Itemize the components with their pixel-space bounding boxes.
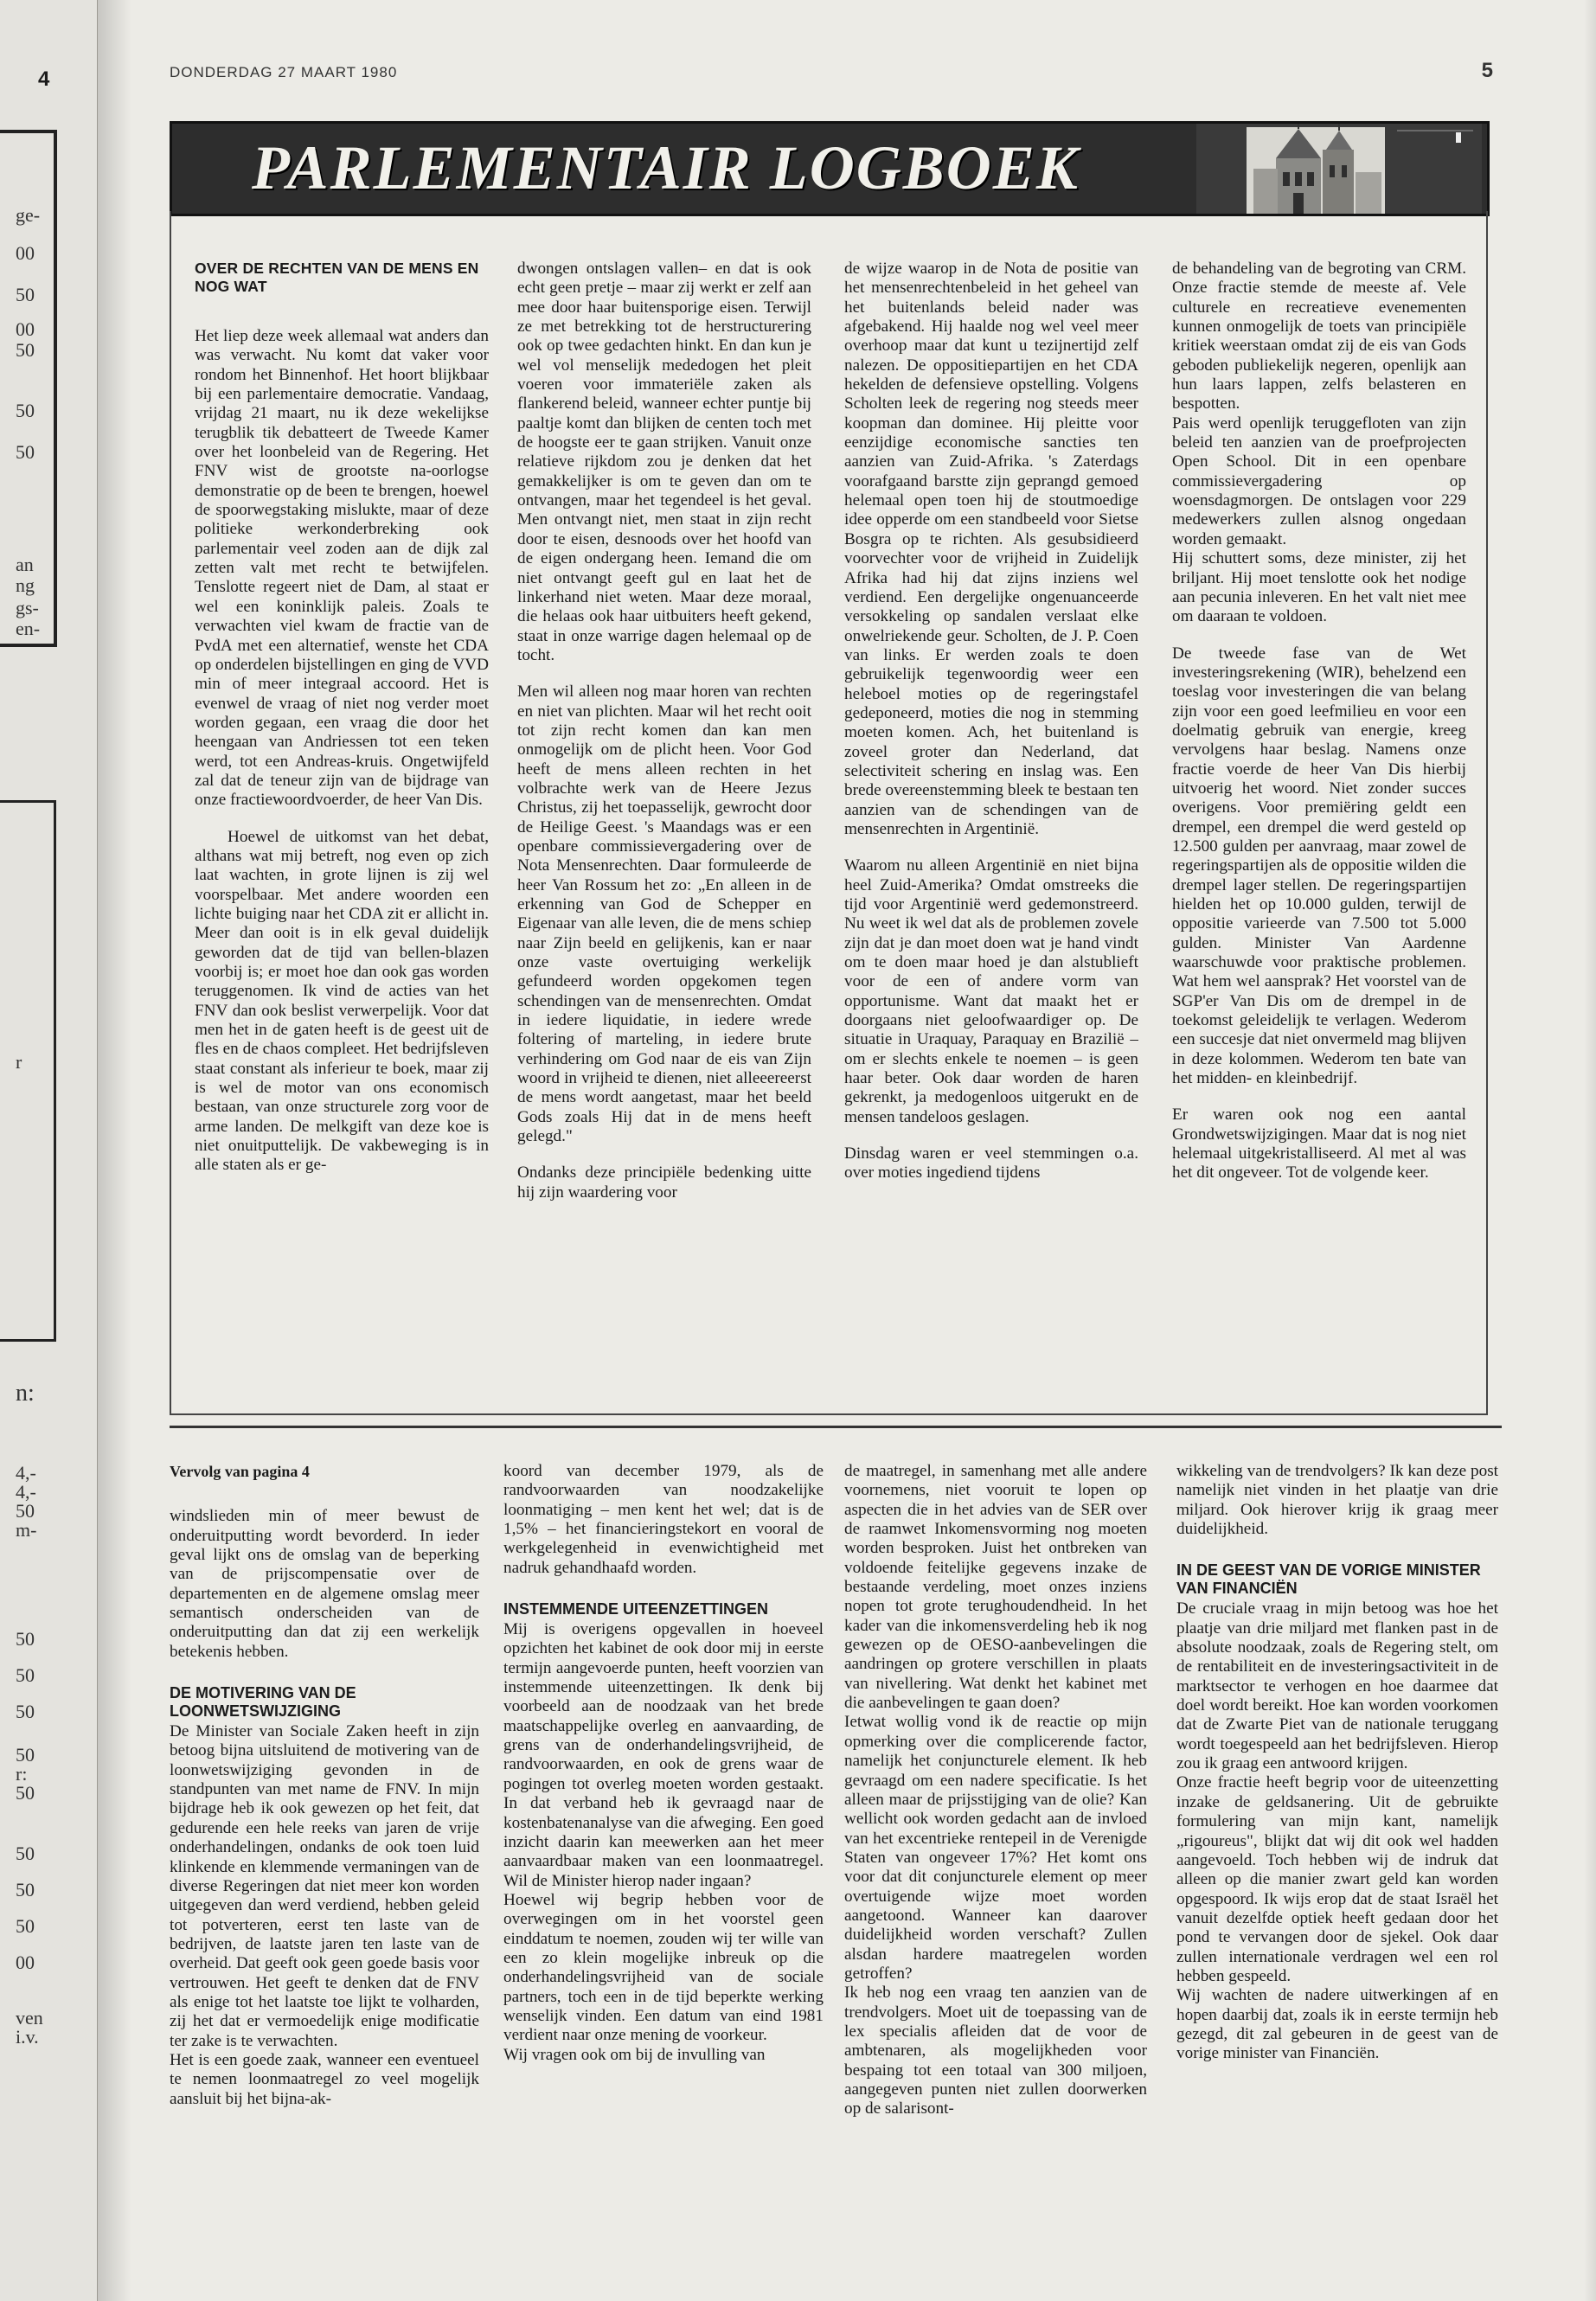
fragment: 50 — [16, 1843, 35, 1864]
paragraph: koord van december 1979, als de randvoorwaarden van noodzakelijke loonmatiging – men kent het wel; dat is de 1,5% – het financieringstekort en vooral de werkgelegenheid in evenwichtigheid met nadruk gehandhaafd worden. — [503, 1462, 824, 1577]
fragment: 50 — [16, 339, 35, 361]
fragment: r — [16, 1051, 22, 1073]
paragraph: dwongen ontslagen vallen– en dat is ook echt geen pretje – maar zij werkt er zelf aan mee door haar buitensporige eisen. Terwijl ze met betrekking tot de herstructurering ook op twee gedachten hinkt. En dan kun je wel vol menselijk mededogen het pleit voeren voor immateriële zaken als flankerend beleid, wanneer echter puntje bij paaltje komt dan blijken de centen toch met de hoogste eer te gaan strijken. Vanuit onze relatieve rijkdom zou je denken dat het gemakkelijker is om te geven dan om te ontvangen, maar het tegendeel is het geval. Men ontvangt niet, men staat in zijn recht door te eisen, desnoods over het hoofd van de eigen ondergang heen. Iemand die om niet ontvangt geeft gul en laat het de linkerhand niet weten. Maar deze moraal, die helaas ook haar uitbuiters heeft gekend, staat in onze warrige dagen helemaal op de tocht. — [517, 260, 811, 664]
article-column-4 — [1172, 260, 1466, 1401]
paragraph: wikkeling van de trendvolgers? Ik kan deze post namelijk niet vinden in het plaatje van drie miljard. Ook hierover krijg ik graag meer duidelijkheid. — [1176, 1462, 1498, 1539]
fragment: 50 — [16, 400, 35, 421]
page-edge-shadow — [1584, 0, 1596, 2301]
paragraph: Het liep deze week allemaal wat anders dan was verwacht. Nu komt dat vaker voor rondom het Binnenhof. Het hoort blijkbaar bij een parlementaire democratie. Vandaag, vrijdag 21 maart, nu ik deze wekelijkse terugblik tik debatteert de Tweede Kamer over het loonbeleid van de Regering. Het FNV wist de grootste na-oorlogse demonstratie op de been te brengen, hoewel de spoorwegstaking mislukte, maar of deze politieke werkonderbreking ook parlementair veel zoden aan de dijk zal zetten valt met recht te betwijfelen. Tenslotte regeert niet de Dam, al staat er wel een koninklijk paleis. Zoals te verwachten viel kwam de fractie van de PvdA met een alternatief, wenste het CDA op onderdelen bijstellingen en ging de VVD min of meer integraal accoord. Het is evenwel de vraag of niet nog verder moet worden gegaan, een vraag die door het heengaan van Andriessen tot een teken werd, tot een Andreas-kruis. Ongetwijfeld zal dat de teneur zijn van de bijdrage van onze fractiewoordvoerder, de heer Van Dis. — [195, 327, 489, 810]
paragraph: De cruciale vraag in mijn betoog was hoe het plaatje van drie miljard met flanken past in de absolute noodzaak, zoals de Regering stelt, om de rentabiliteit en de investeringsactiviteit in de marktsector te verhogen en hoe daarmee dat doel wordt bereikt. Hoe kan worden voorkomen dat de Zwarte Piet van de nationale teruggang wordt toegespeeld aan het bedrijfsleven. Hierop zou ik graag een antwoord krijgen. — [1176, 1599, 1498, 1773]
issue-date: DONDERDAG 27 MAART 1980 — [170, 64, 398, 80]
fragment: gs- — [16, 597, 39, 619]
continued-column-3 — [844, 1462, 1147, 2284]
paragraph: De Minister van Sociale Zaken heeft in zijn betoog bijna uitsluitend de motivering van de loonwetswijziging gevonden in de standpunten van met name de FNV. In mijn bijdrage heb ik ook gewezen op het feit, dat gedurende een hele reeks van jaren de vrije onderhandelingen, ondanks de ook toen luid klinkende en klemmende vermaningen van de diverse Regeringen dat niet meer kon worden uitgegeven dan werd verdiend, hebben geleid tot potverteren, eerst ten laste van de bedrijven, de laatste jaren ten laste van de overheid. Dat geeft ook geen goede basis voor vertrouwen. Het geeft te denken dat de FNV als enige tot het laatste toe lijkt te volharden, zij het dat er vermoedelijk enige modificatie ter zake is te verwachten. — [170, 1722, 479, 2050]
fragment: an — [16, 554, 34, 575]
paragraph: de maatregel, in samenhang met alle andere voornemens, niet vooruit te lopen op aspecten die in het advies van de SER over de raamwet Inkomensvorming nog moeten worden besproken. Juist het ontbreken van voldoende feitelijke gegevens inzake de bestaande verdeling, moet onzes inziens nopen tot grote terughoudendheid. In het kader van die inkomensverdeling heb ik nog gewezen op de OESO-aanbevelingen die aandringen op grotere verschillen in plaats van nivellering. Wat denkt het kabinet met die aanbevelingen te gaan doen? — [844, 1462, 1147, 1713]
paragraph: De tweede fase van de Wet investeringsrekening (WIR), behelzend een toeslag voor investeringen die van belang zijn voor een goed leefmilieu en voor een doelmatig gebruik van energie, kreeg vervolgens haar beslag. Namens onze fractie voerde de heer Van Dis hierbij uitvoerig het woord. Niet zonder succes overigens. Voor premiëring geldt een drempel, een drempel die werd gesteld op 12.500 gulden per aanvraag, maar zowel de regeringspartijen als de oppositie wilden die drempel lager stellen. De regeringspartijen hielden het op 10.000 gulden, terwijl de oppositie varieerde van 7.500 tot 5.000 gulden. Minister Van Aardenne waarschuwde voor praktische problemen. Wat hem wel aansprak? Het voorstel van de SGP'er Van Dis om de drempel in de toekomst geleidelijk te verlagen. Wederom een succesje dat niet onvermeld mag blijven in deze kolommen. Wederom ten bate van het midden- en kleinbedrijf. — [1172, 644, 1466, 1088]
fragment: 00 — [16, 318, 35, 340]
article-column-2 — [517, 260, 811, 1401]
paragraph: windslieden min of meer bewust de onderuitputting wordt bevorderd. In ieder geval lijkt ons de omslag van de beperking van de prijscompensatie over de departementen en de algemene omslag meer semantisch onderscheiden van de onderuitputting dan dat zij een werkelijk betekenis hebben. — [170, 1507, 479, 1661]
fragment: 50 — [16, 1915, 35, 1937]
paragraph: Mij is overigens opgevallen in hoeveel opzichten het kabinet de ook door mij in eerste termijn aangevoerde punten, heeft voorzien van instemmende uiteenzettingen. Ik denk bij voorbeeld aan de noodzaak van het brede maatschappelijke overleg en aanvaarding, de grens van de onderhandelingsvrijheid, de randvoorwaarden, en ook de grens waar de pogingen tot overleg moeten worden gestaakt. In dat verband heb ik gevraagd naar de kostenbatenanalyse van die afweging. Een goed inzicht daarin kan meewerken aan het meer aanvaardbaar maken van een loonmaatregel. Wil de Minister hierop nader ingaan? — [503, 1620, 824, 1890]
fragment: i.v. — [16, 2026, 39, 2048]
page-gutter — [97, 0, 131, 2301]
previous-page-frame-lower — [0, 800, 56, 1342]
fragment: 50 — [16, 1664, 35, 1686]
fragment: 00 — [16, 1952, 35, 1973]
fragment: 50 — [16, 1744, 35, 1766]
subheading: INSTEMMENDE UITEENZETTINGEN — [503, 1600, 769, 1618]
paragraph: Hij schuttert soms, deze minister, zij het briljant. Hij moet tenslotte ook het nodige aan pecunia inleveren. En het valt niet mee om daaraan te voldoen. — [1172, 549, 1466, 626]
article-column-3 — [844, 260, 1138, 1401]
section-divider — [170, 1426, 1502, 1428]
previous-page-number: 4 — [38, 67, 50, 91]
fragment: ven — [16, 2007, 43, 2029]
previous-page-edge — [0, 0, 98, 2301]
continued-column-1 — [170, 1462, 479, 2284]
section-banner — [170, 121, 1490, 216]
paragraph: Dinsdag waren er veel stemmingen o.a. over moties ingediend tijdens — [844, 1144, 1138, 1183]
paragraph: Ik heb nog een vraag ten aanzien van de trendvolgers. Moet uit de toepassing van de lex specialis afleiden dat de voor de ambtenaren, als mogelijkheden voor bespaing tot een totaal van 300 miljoen, aangegeven punten niet zullen doorwerken op de salarisont- — [844, 1984, 1147, 2118]
fragment: 50 — [16, 1879, 35, 1900]
fragment: 50 — [16, 1500, 35, 1522]
paragraph: Wij wachten de nadere uitwerkingen af en hopen daarbij dat, zoals ik in eerste termijn heb gezegd, dit zal gebeuren in de geest van de vorige minister van Financiën. — [1176, 1986, 1498, 2063]
paragraph: Men wil alleen nog maar horen van rechten en niet van plichten. Maar wil het recht ooit tot zijn recht komen dan kan men onmogelijk om de plicht heen. Voor God heeft de mens alleen rechten in het volbrachte werk van de Heere Jezus Christus, zij het toepasselijk, gewrocht door de Heilige Geest. 's Maandags was er een openbare commissievergadering over de Nota Mensenrechten. Daar formuleerde de heer Van Rossum het zo: „En alleen in de erkenning van God de Schepper en Eigenaar van alle leven, die de mens schiep naar Zijn beeld en gelijkenis, kan er naar onze vaste overtuiging werkelijk gefundeerd worden opgekomen tegen schendingen van de mensenrechten. Omdat in iedere liquidatie, in iedere wrede foltering of marteling, in iedere brute verhindering om God naar de eis van Zijn woord in vrijheid te dienen, niet alleeereerst de mens wordt aangetast, maar het beeld Gods zoals Hij dat in de mens heeft gelegd." — [517, 683, 811, 1146]
paragraph: Wij vragen ook om bij de invulling van — [503, 2045, 766, 2064]
paragraph: de behandeling van de begroting van CRM. Onze fractie stemde de meeste af. Vele culturele en recreatieve evenementen kunnen onmogelijk de toets van principiële kritiek weerstaan omdat zij de eis van Gods geboden publiekelijk negeren, openlijk aan hun laars lappen, zelfs belasteren en bespotten. — [1172, 260, 1466, 413]
fragment: m- — [16, 1519, 37, 1541]
fragment: 00 — [16, 242, 35, 264]
paragraph: Ietwat wollig vond ik de reactie op mijn opmerking over die complicerende factor, namelijk het conjuncturele element. Ik heb gevraagd om een nadere specificatie. Is het alleen maar de prijsstijging van de olie? Kan wellicht ook worden gedacht aan de invloed van het excentrieke rentepeil in de Verenigde Staten van ongeveer 17%? Het komt ons voor dat dit conjuncturele element op meer overtuigende wijze moet worden aangetoond. Wanneer kan daarover duidelijkheid worden verschaft? Zullen alsdan hardere maatregelen worden getroffen? — [844, 1713, 1147, 1983]
fragment: en- — [16, 618, 41, 639]
fragment: 50 — [16, 441, 35, 463]
article-heading: OVER DE RECHTEN VAN DE MENS EN NOG WAT — [195, 260, 479, 295]
fragment: ng — [16, 574, 35, 596]
subheading: IN DE GEEST VAN DE VORIGE MINISTER VAN FINANCIËN — [1176, 1561, 1481, 1598]
fragment: 50 — [16, 1628, 35, 1650]
page-number: 5 — [1481, 59, 1493, 82]
paragraph: Onze fractie heeft begrip voor de uiteenzetting inzake de geldsanering. Uit de gebruikte formulering van mijn kant, namelijk „rigoureus", blijkt dat wij dit ook wel hadden aangevoeld. Toch hebben wij de indruk dat alleen op die manier zwart geld kan worden opgespoord. Ik wijs erop dat de staat Israël het vanuit dezelfde optiek heeft gedaan door het pond te vervangen door de sjekel. Ook daar zullen internationale verdragen wel een rol hebben gespeeld. — [1176, 1773, 1498, 1985]
continued-column-4 — [1176, 1462, 1498, 2284]
fragment: 50 — [16, 1782, 35, 1804]
paragraph: Hoewel de uitkomst van het debat, althans wat mij betreft, nog even op zich laat wachten, in grote lijnen is zij wel voorspelbaar. Met andere woorden een lichte buiging naar het CDA zit er allicht in. Meer dan ooit is in elk geval duidelijk geworden dat de tijd van bellen-blazen voorbij is; er moet hoe dan ook gas worden teruggenomen. Ik vind de acties van het FNV dan ook beslist verwerpelijk. Voor dat men het in de gaten heeft is de geest uit de fles en de chaos compleet. Het bedrijfsleven staat constant als inferieur te boek, maar zij is wel de motor van ons economisch bestaan, van onze structurele zorg voor de arme landen. De melkgift van deze koe is niet onuitputtelijk. De vakbeweging is in alle staten als er ge- — [195, 827, 489, 1175]
fragment: ge- — [16, 204, 41, 226]
continued-column-2 — [503, 1462, 824, 2284]
fragment: r: — [16, 1763, 28, 1785]
fragment: 4,- — [16, 1481, 36, 1503]
article-column-1 — [195, 260, 489, 1401]
fragment: 50 — [16, 284, 35, 305]
fragment: n: — [16, 1380, 35, 1407]
fragment: 50 — [16, 1701, 35, 1722]
paragraph: Het is een goede zaak, wanneer een eventueel te nemen loonmaatregel zo veel mogelijk aansluit bij het bijna-ak- — [170, 2050, 479, 2108]
paragraph: Ondanks deze principiële bedenking uitte hij zijn waardering voor — [517, 1163, 811, 1202]
paragraph: de wijze waarop in de Nota de positie van het mensenrechtenbeleid in het geheel van het buitenlands beleid nader was afgebakend. Hij haalde nog wel veel meer overhoop maar dat kunt u tezijnertijd zelf nalezen. De oppositiepartijen en het CDA hekelden de defensieve opstelling. Volgens Scholten leek de regering nog steeds meer koopman dan dominee. Hij pleitte voor eenzijdige economische sancties ten aanzien van Zuid-Afrika. 's Zaterdags voorafgaand barstte zijn geprangd gemoed helemaal open toen hij de stoutmoedige idee opperde om een standbeeld voor Sietse Bosgra op te richten. Als gesubsidieerd voorvechter voor de vrijheid in Zuidelijk Afrika had hij dat zijns inziens wel verdiend. Een dergelijke ongenuanceerde versokkeling op sandalen verslaat elke onwelriekende geur. Scholten, de J. P. Coen van links. Er werden zoals te doen gebruikelijk tegenwoordig weer een heleboel moties op de regeringstafel gedeponeerd, moties die nog in stemming moeten komen. Ach, het buitenland is zoveel groter dan Nederland, dat selectiviteit schering en inslag was. Een brede overeenstemming bleek te bestaan ten aanzien van de schendingen van de mensenrechten in Argentinië. — [844, 260, 1138, 838]
section-title: PARLEMENTAIR LOGBOEK — [252, 133, 1080, 202]
paragraph: Waarom nu alleen Argentinië en niet bijna heel Zuid-Amerika? Omdat omstreeks die tijd voor Argentinië werd gedemonstreerd. Nu weet ik wel dat als de problemen zovele zijn dat je dan moet doen wat je hand vindt om te doen maar hoed je dan alstublieft voor de een of andere vorm van opportunisme. Want dat maakt het er doorgaans niet geloofwaardiger op. De situatie in Uraquay, Paraquay en Brazilië – om er slechts enkele te noemen – is geen haar beter. Ook daar worden de haren gekrenkt, ja medogenloos uitgerukt en de mensen tandeloos geslagen. — [844, 856, 1138, 1126]
binnenhof-illustration — [1196, 124, 1482, 214]
paragraph: Hoewel wij begrip hebben voor de overwegingen om in het voorstel geen einddatum te noemen, zouden wij ter wille van een zo klein mogelijke inbreuk op die onderhandelingsvrijheid van de sociale partners, toch een in de tijd beperkte werking wenselijk vinden. Een datum van eind 1981 verdient naar onze mening de voorkeur. — [503, 1890, 824, 2045]
continued-from-label: Vervolg van pagina 4 — [170, 1463, 310, 1480]
subheading: DE MOTIVERING VAN DE LOONWETSWIJZIGING — [170, 1684, 356, 1721]
running-head — [170, 59, 1502, 90]
fragment: 4,- — [16, 1462, 36, 1484]
paragraph: Er waren ook nog een aantal Grondwetswijzigingen. Maar dat is nog niet helemaal uitgekristalliseerd. Al met al was het dit ongeveer. Tot de volgende keer. — [1172, 1106, 1466, 1183]
paragraph: Pais werd openlijk teruggefloten van zijn beleid ten aanzien van de proefprojecten Open School. Dit in een openbare commissievergadering op woensdagmorgen. De ontslagen voor 229 medewerkers zullen alsnog ongedaan worden gemaakt. — [1172, 413, 1466, 548]
